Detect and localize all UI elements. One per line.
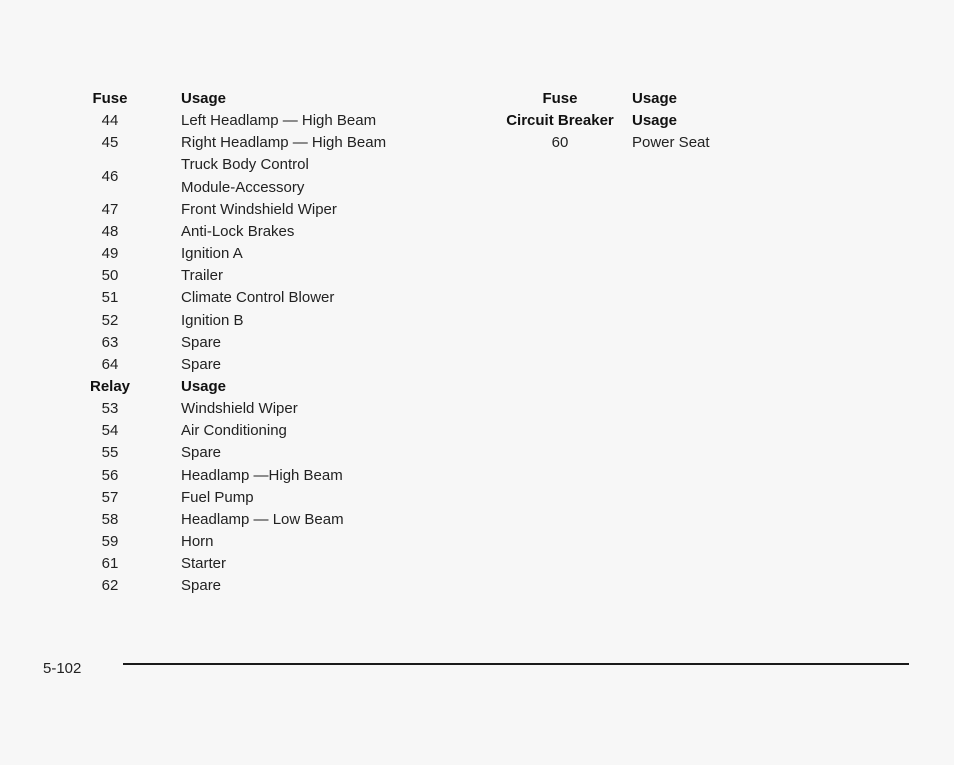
usage-text: Fuel Pump bbox=[181, 488, 254, 506]
fuse-number: 62 bbox=[101, 577, 119, 595]
fuse-number: 53 bbox=[101, 400, 119, 418]
right-fuse-breaker-table bbox=[0, 0, 954, 200]
usage-text: Spare bbox=[181, 577, 222, 595]
usage-text: Spare bbox=[181, 444, 222, 462]
column-header-usage: Usage bbox=[632, 112, 678, 130]
usage-text: Climate Control Blower bbox=[181, 289, 335, 307]
page-number: 5-102 bbox=[43, 660, 82, 677]
fuse-number: 57 bbox=[101, 488, 119, 506]
usage-text: Air Conditioning bbox=[181, 422, 287, 440]
usage-text: Front Windshield Wiper bbox=[181, 200, 337, 218]
usage-text: Ignition B bbox=[181, 311, 244, 329]
column-header-id: Fuse bbox=[542, 90, 578, 107]
usage-text: Anti-Lock Brakes bbox=[181, 222, 295, 240]
usage-text: Module-Accessory bbox=[181, 178, 305, 196]
usage-text: Power Seat bbox=[632, 134, 710, 152]
fuse-number: 59 bbox=[101, 533, 119, 550]
fuse-number: 64 bbox=[101, 355, 119, 373]
fuse-number: 55 bbox=[101, 444, 119, 462]
usage-text: Starter bbox=[181, 555, 227, 573]
fuse-number: 44 bbox=[101, 112, 119, 130]
column-header-usage: Usage bbox=[181, 90, 227, 107]
column-header-id: Circuit Breaker bbox=[506, 112, 614, 130]
fuse-number: 60 bbox=[551, 134, 569, 152]
usage-text: Right Headlamp — High Beam bbox=[181, 134, 387, 152]
column-header-id: Relay bbox=[89, 377, 131, 395]
fuse-number: 58 bbox=[101, 510, 119, 528]
fuse-number: 48 bbox=[101, 222, 119, 240]
fuse-number: 46 bbox=[101, 167, 119, 185]
column-header-id: Fuse bbox=[92, 90, 128, 107]
usage-text: Headlamp — Low Beam bbox=[181, 510, 344, 528]
fuse-number: 45 bbox=[101, 134, 119, 152]
usage-text: Ignition A bbox=[181, 245, 243, 263]
fuse-number: 63 bbox=[101, 333, 119, 351]
fuse-number: 56 bbox=[101, 466, 119, 484]
fuse-number: 49 bbox=[101, 245, 119, 263]
usage-text: Truck Body Control bbox=[181, 156, 309, 174]
usage-text: Spare bbox=[181, 333, 222, 351]
column-header-usage: Usage bbox=[632, 90, 678, 107]
usage-text: Horn bbox=[181, 533, 214, 550]
fuse-number: 47 bbox=[101, 200, 119, 218]
usage-text: Headlamp —High Beam bbox=[181, 466, 343, 484]
fuse-number: 51 bbox=[101, 289, 119, 307]
usage-text: Spare bbox=[181, 355, 222, 373]
usage-text: Left Headlamp — High Beam bbox=[181, 112, 377, 130]
fuse-number: 61 bbox=[101, 555, 119, 573]
fuse-number: 52 bbox=[101, 311, 119, 329]
column-header-usage: Usage bbox=[181, 377, 227, 395]
usage-text: Trailer bbox=[181, 267, 223, 285]
fuse-number: 54 bbox=[101, 422, 119, 440]
usage-text: Windshield Wiper bbox=[181, 400, 298, 418]
fuse-number: 50 bbox=[101, 267, 119, 285]
footer-rule bbox=[123, 663, 909, 665]
